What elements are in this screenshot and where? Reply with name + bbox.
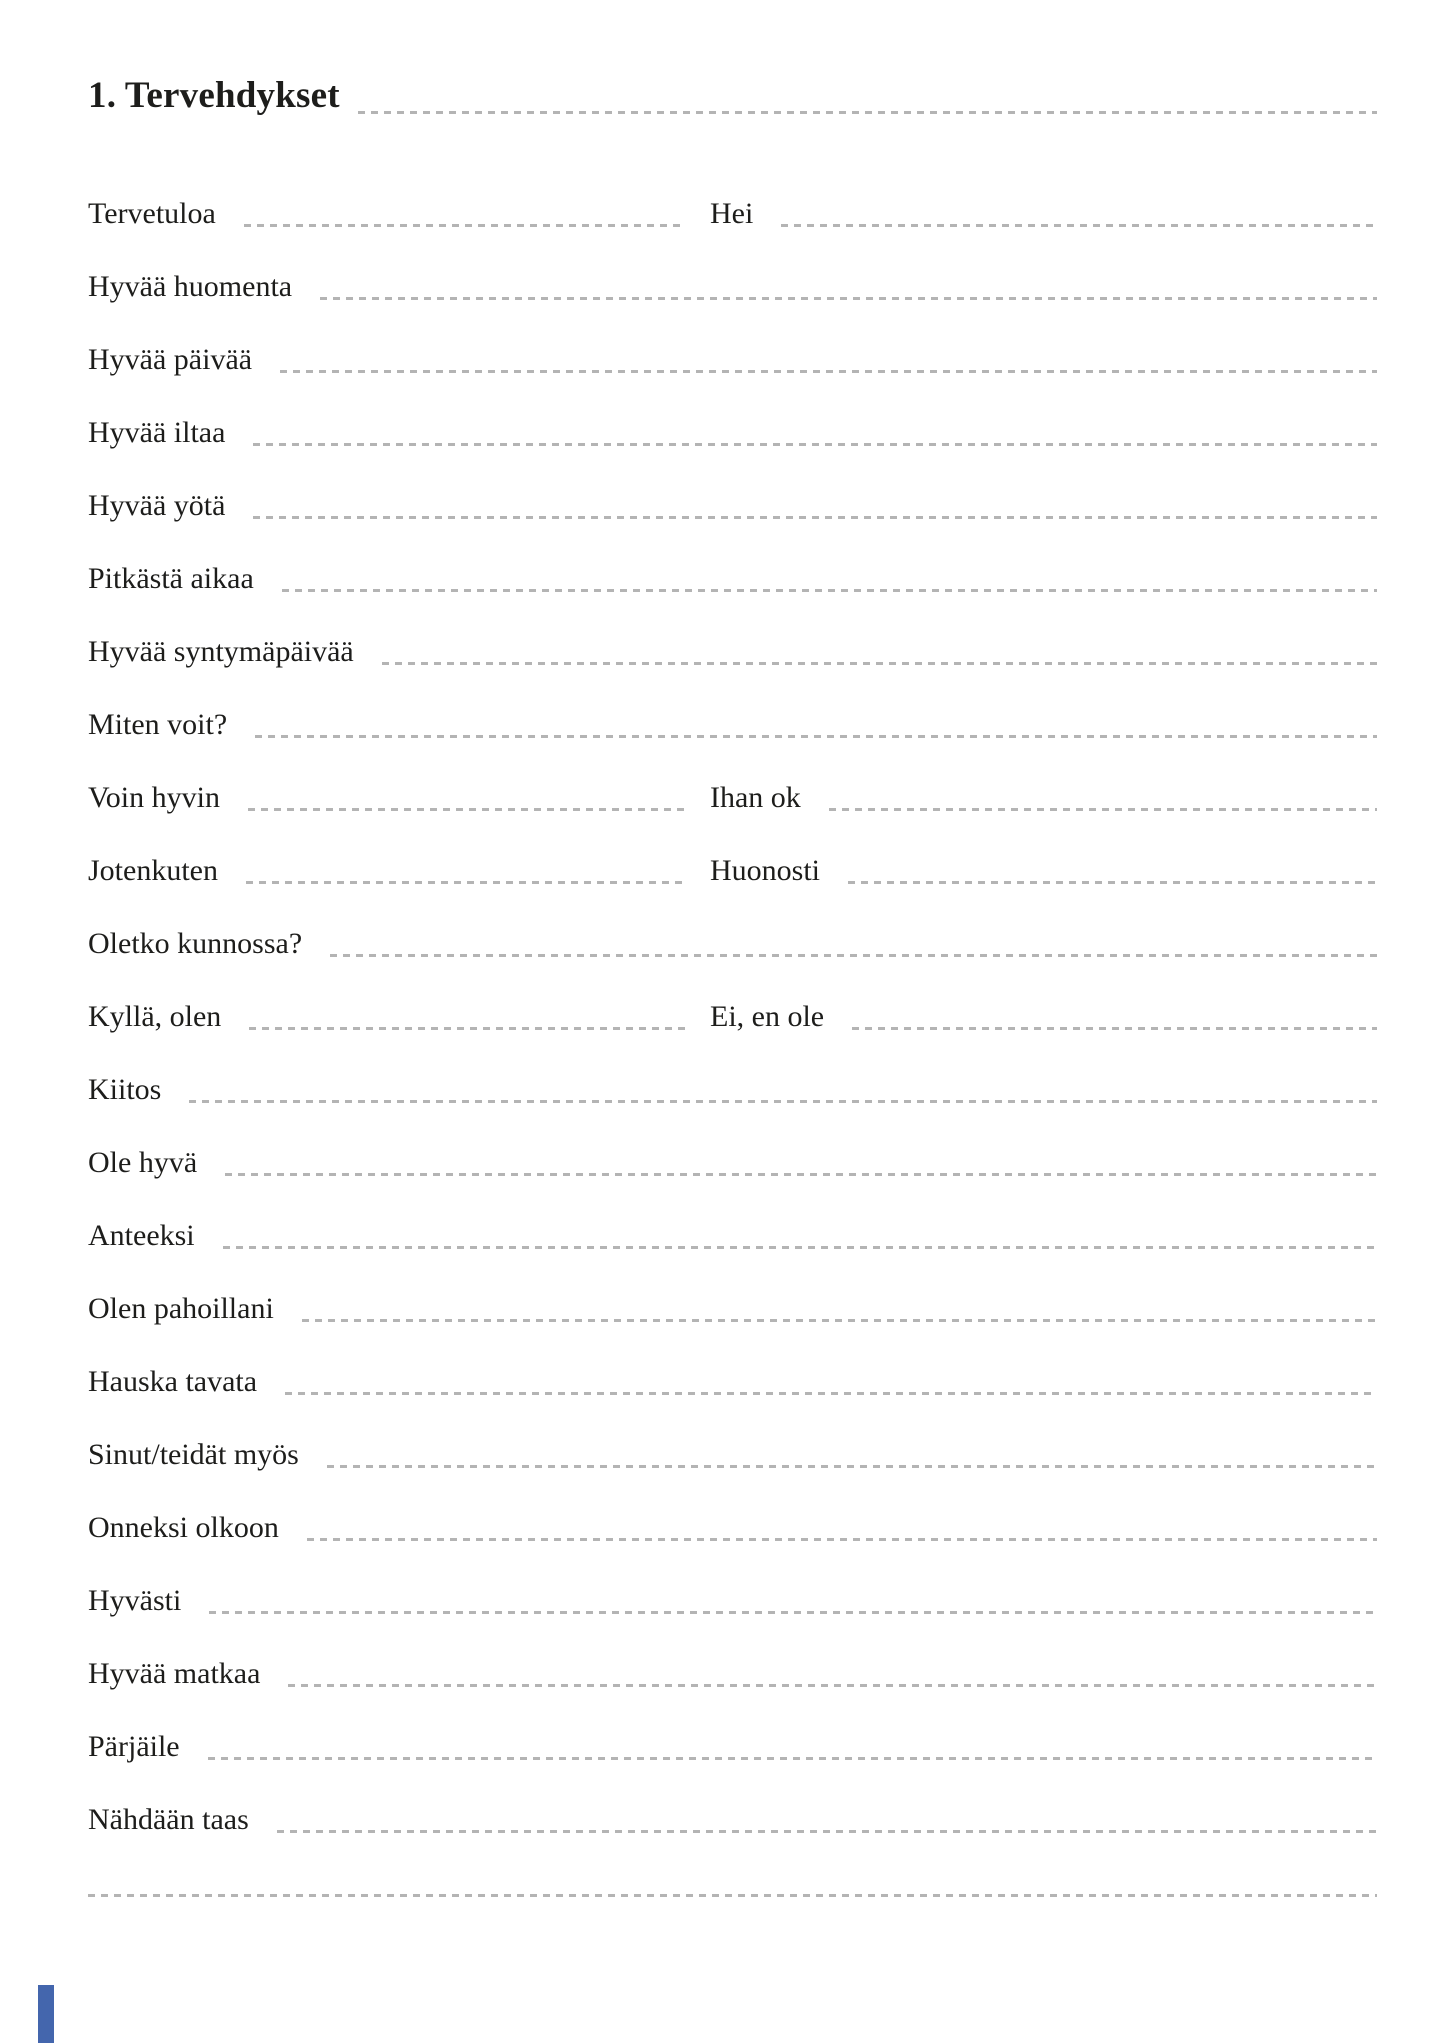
phrase-label: Hyvää päivää xyxy=(88,342,253,376)
phrase-row xyxy=(88,451,1377,524)
phrase-col-right xyxy=(710,816,1377,889)
phrase-row xyxy=(88,159,1377,232)
answer-line xyxy=(189,1100,1377,1103)
phrase-label: Huonosti xyxy=(710,853,821,887)
answer-line xyxy=(253,516,1377,519)
answer-line xyxy=(302,1319,1377,1322)
phrase-col-left xyxy=(88,1108,1377,1181)
answer-line xyxy=(781,224,1377,227)
phrase-col-left xyxy=(88,597,1377,670)
answer-line xyxy=(327,1465,1377,1468)
answer-line xyxy=(244,224,685,227)
phrase-row xyxy=(88,1181,1377,1254)
phrase-row xyxy=(88,1765,1377,1838)
phrase-col-right xyxy=(710,159,1377,232)
phrase-col-left xyxy=(88,524,1377,597)
title-dotted-line xyxy=(358,111,1377,114)
phrase-label: Ei, en ole xyxy=(710,999,825,1033)
phrase-row xyxy=(88,597,1377,670)
phrase-row xyxy=(88,524,1377,597)
phrase-label: Hauska tavata xyxy=(88,1364,258,1398)
answer-line xyxy=(330,954,1377,957)
phrase-col-left xyxy=(88,1473,1377,1546)
answer-line xyxy=(277,1830,1377,1833)
page-title: 1. Tervehdykset xyxy=(88,74,340,116)
phrase-label: Hyvää huomenta xyxy=(88,269,293,303)
answer-line xyxy=(253,443,1377,446)
phrase-label: Hei xyxy=(710,196,754,230)
phrase-row xyxy=(88,1254,1377,1327)
phrase-row xyxy=(88,1692,1377,1765)
phrase-col-left xyxy=(88,1765,1377,1838)
answer-line xyxy=(280,370,1377,373)
answer-line xyxy=(225,1173,1377,1176)
answer-line xyxy=(285,1392,1377,1395)
answer-line xyxy=(852,1027,1377,1030)
page-content xyxy=(88,0,1377,1897)
phrase-col-left xyxy=(88,670,1377,743)
phrase-label: Hyvää yötä xyxy=(88,488,226,522)
phrase-label: Hyvää iltaa xyxy=(88,415,226,449)
phrase-row xyxy=(88,1035,1377,1108)
phrase-label: Jotenkuten xyxy=(88,853,218,887)
phrase-row xyxy=(88,378,1377,451)
phrase-row xyxy=(88,1108,1377,1181)
phrase-label: Miten voit? xyxy=(88,707,228,741)
phrase-col-right xyxy=(710,962,1377,1035)
phrase-col-left xyxy=(88,451,1377,524)
phrase-col-left xyxy=(88,1692,1377,1765)
phrase-label: Tervetuloa xyxy=(88,196,216,230)
answer-line xyxy=(288,1684,1377,1687)
phrase-col-left xyxy=(88,743,685,816)
answer-line xyxy=(248,808,685,811)
phrase-label: Olen pahoillani xyxy=(88,1291,274,1325)
phrase-row xyxy=(88,670,1377,743)
answer-line xyxy=(208,1757,1377,1760)
phrase-label: Sinut/teidät myös xyxy=(88,1437,299,1471)
phrase-col-left xyxy=(88,378,1377,451)
phrase-label: Ihan ok xyxy=(710,780,801,814)
answer-line xyxy=(249,1027,685,1030)
phrase-col-left xyxy=(88,816,685,889)
answer-line xyxy=(829,808,1377,811)
phrase-col-left xyxy=(88,232,1377,305)
phrase-col-left xyxy=(88,962,685,1035)
blue-accent-bar xyxy=(38,1985,54,2043)
phrase-col-left xyxy=(88,1619,1377,1692)
answer-line xyxy=(209,1611,1377,1614)
phrase-col-left xyxy=(88,159,685,232)
phrase-row xyxy=(88,962,1377,1035)
phrase-row xyxy=(88,1327,1377,1400)
phrase-label: Pärjäile xyxy=(88,1729,180,1763)
phrase-col-left xyxy=(88,889,1377,962)
phrase-label: Oletko kunnossa? xyxy=(88,926,303,960)
phrase-label: Hyvästi xyxy=(88,1583,182,1617)
phrase-label: Kyllä, olen xyxy=(88,999,222,1033)
answer-line xyxy=(223,1246,1377,1249)
phrase-row xyxy=(88,305,1377,378)
phrase-col-left xyxy=(88,1546,1377,1619)
phrase-row xyxy=(88,1473,1377,1546)
phrase-row xyxy=(88,1619,1377,1692)
answer-line xyxy=(307,1538,1377,1541)
phrase-label: Kiitos xyxy=(88,1072,162,1106)
phrase-row xyxy=(88,1400,1377,1473)
phrase-row xyxy=(88,816,1377,889)
answer-line xyxy=(848,881,1377,884)
phrase-col-left xyxy=(88,1327,1377,1400)
phrase-row xyxy=(88,1546,1377,1619)
answer-line xyxy=(320,297,1377,300)
phrase-label: Nähdään taas xyxy=(88,1802,249,1836)
phrase-rows xyxy=(88,159,1377,1838)
phrase-col-left xyxy=(88,1035,1377,1108)
phrase-label: Pitkästä aikaa xyxy=(88,561,254,595)
phrase-row xyxy=(88,743,1377,816)
phrase-col-left xyxy=(88,1181,1377,1254)
answer-line xyxy=(282,589,1377,592)
phrase-label: Onneksi olkoon xyxy=(88,1510,279,1544)
phrase-row xyxy=(88,889,1377,962)
answer-line xyxy=(255,735,1377,738)
phrase-col-left xyxy=(88,1254,1377,1327)
phrase-label: Voin hyvin xyxy=(88,780,220,814)
phrase-row xyxy=(88,232,1377,305)
phrase-label: Hyvää matkaa xyxy=(88,1656,261,1690)
footer-dotted-line xyxy=(88,1894,1377,1897)
phrase-label: Hyvää syntymäpäivää xyxy=(88,634,354,668)
phrase-col-left xyxy=(88,305,1377,378)
phrase-label: Anteeksi xyxy=(88,1218,195,1252)
answer-line xyxy=(246,881,685,884)
phrase-col-right xyxy=(710,743,1377,816)
answer-line xyxy=(382,662,1377,665)
phrase-label: Ole hyvä xyxy=(88,1145,198,1179)
phrase-col-left xyxy=(88,1400,1377,1473)
title-block xyxy=(88,0,1377,118)
